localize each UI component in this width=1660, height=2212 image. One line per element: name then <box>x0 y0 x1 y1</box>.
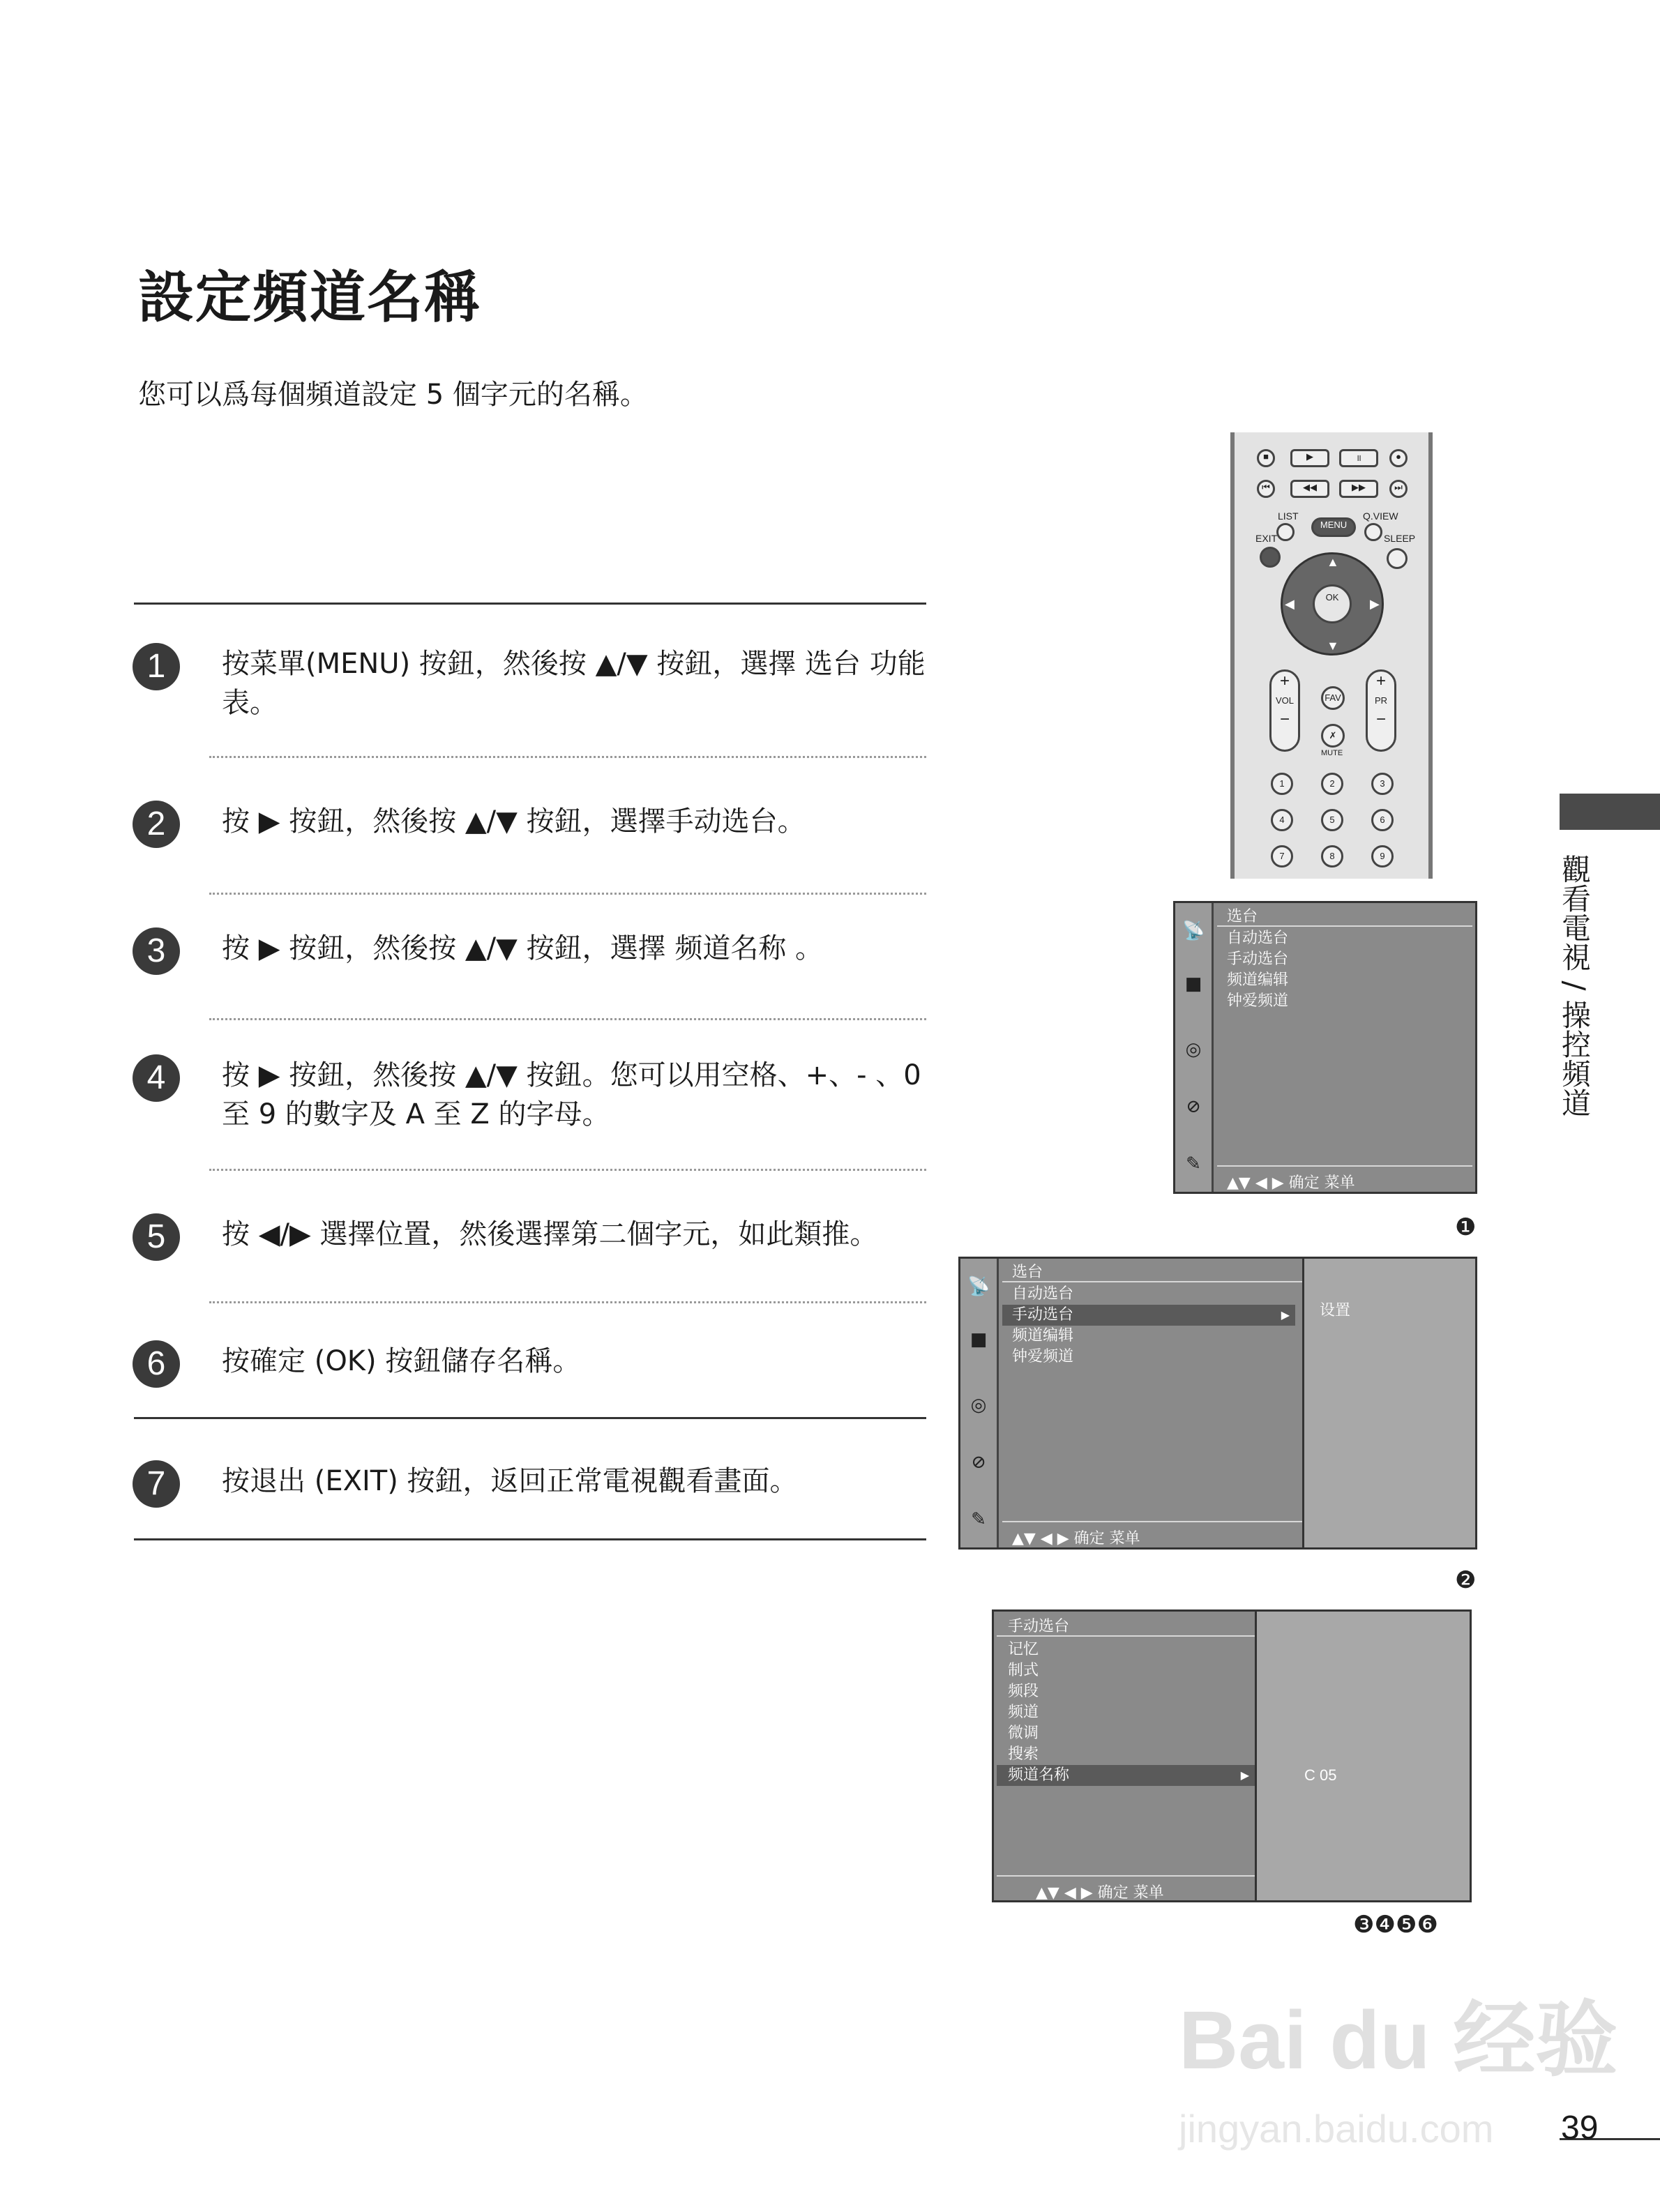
stop-button[interactable]: ■ <box>1257 449 1275 467</box>
figure-caption-2: ❷ <box>1455 1566 1477 1594</box>
clock-icon: ⊘ <box>971 1452 986 1473</box>
digit-8-button[interactable]: 8 <box>1321 845 1343 868</box>
divider-dotted <box>209 1018 926 1020</box>
list-label: LIST <box>1278 510 1299 522</box>
channel-name-value[interactable]: C 05 <box>1304 1766 1337 1784</box>
step-number: 2 <box>133 801 180 848</box>
step-number: 1 <box>133 643 180 690</box>
fav-button[interactable]: FAV <box>1321 686 1345 710</box>
down-arrow-icon[interactable]: ▼ <box>1327 639 1339 653</box>
menu-item-selected[interactable] <box>1002 1305 1295 1326</box>
ok-button[interactable] <box>1313 584 1352 623</box>
digit-6-button[interactable]: 6 <box>1371 809 1394 831</box>
step-text: 按 ▶ 按鈕，然後按 ▲/▼ 按鈕，選擇 频道名称 。 <box>222 932 824 964</box>
figure-caption-3: ❸❹❺❻ <box>1353 1911 1438 1939</box>
step-text: 按退出 (EXIT) 按鈕，返回正常電視觀看畫面。 <box>222 1465 798 1497</box>
osd-menu-1 <box>1173 901 1477 1194</box>
menu-item[interactable]: 自动选台 <box>1012 1285 1074 1303</box>
divider-solid <box>134 1417 926 1419</box>
menu-footer-line <box>1002 1521 1302 1522</box>
speaker-icon: ◎ <box>1185 1039 1202 1060</box>
menu-footer-line <box>997 1875 1255 1877</box>
exit-label: EXIT <box>1255 533 1278 544</box>
divider-dotted <box>209 1169 926 1171</box>
submenu-panel <box>1255 1612 1470 1900</box>
divider-dotted <box>209 756 926 758</box>
pr-minus-label: − <box>1375 710 1386 729</box>
digit-9-button[interactable]: 9 <box>1371 845 1394 868</box>
menu-header-line <box>1002 1281 1302 1282</box>
mute-button[interactable]: ✗ <box>1321 724 1345 748</box>
page-title: 設定頻道名稱 <box>138 265 481 330</box>
satellite-icon: 📡 <box>967 1276 990 1297</box>
menu-button[interactable]: MENU <box>1311 517 1356 537</box>
menu-item[interactable]: 制式 <box>1008 1662 1039 1679</box>
osd-menu-2 <box>958 1257 1477 1550</box>
side-tab-label: 觀看電視 / 操控頻道 <box>1557 854 1592 1117</box>
next-track-button[interactable]: ⏭ <box>1389 480 1408 498</box>
picture-icon: ■ <box>1184 974 1202 994</box>
submenu-arrow-icon: ▶ <box>1240 1768 1249 1782</box>
program-rocker[interactable] <box>1366 669 1396 752</box>
digit-4-button[interactable]: 4 <box>1271 809 1293 831</box>
sleep-label: SLEEP <box>1384 533 1416 544</box>
sleep-button[interactable] <box>1387 548 1408 569</box>
clock-icon: ⊘ <box>1186 1096 1201 1117</box>
satellite-icon: 📡 <box>1182 921 1205 941</box>
menu-item[interactable]: 记忆 <box>1008 1641 1039 1658</box>
side-tab-bar <box>1560 794 1660 830</box>
step-text: 按 ▶ 按鈕，然後按 ▲/▼ 按鈕，選擇手动选台。 <box>222 805 806 838</box>
step-text: 按菜單(MENU) 按鈕，然後按 ▲/▼ 按鈕，選擇 选台 功能表。 <box>222 648 926 719</box>
up-arrow-icon[interactable]: ▲ <box>1327 555 1339 569</box>
submenu-arrow-icon: ▶ <box>1281 1308 1290 1321</box>
wrench-icon: ✎ <box>1186 1153 1201 1174</box>
menu-icon-column <box>1175 903 1214 1192</box>
menu-item-label: 手动选台 <box>1012 1306 1074 1324</box>
pr-plus-label: + <box>1375 672 1386 690</box>
step-text: 按 ◀/▶ 選擇位置，然後選擇第二個字元，如此類推。 <box>222 1218 878 1250</box>
menu-header: 选台 <box>1227 908 1258 925</box>
exit-button[interactable] <box>1260 547 1281 568</box>
step-text: 按 ▶ 按鈕，然後按 ▲/▼ 按鈕。您可以用空格、+、- 、0 至 9 的數字及 A 至 Z 的字母。 <box>222 1059 921 1130</box>
figure-caption-1: ❶ <box>1455 1213 1477 1241</box>
prev-track-button[interactable]: ⏮ <box>1257 480 1275 498</box>
watermark-logo: Bai du 经验 <box>1179 1994 1618 2086</box>
vol-label: VOL <box>1275 695 1294 706</box>
step-number: 6 <box>133 1340 180 1388</box>
menu-footer: ▲▼ ◀ ▶ 确定 菜单 <box>1036 1884 1164 1902</box>
volume-rocker[interactable] <box>1269 669 1300 752</box>
digit-3-button[interactable]: 3 <box>1371 773 1394 795</box>
menu-item[interactable]: 频道编辑 <box>1227 971 1289 989</box>
pause-button[interactable]: ॥ <box>1339 449 1378 467</box>
ok-label: OK <box>1325 592 1339 603</box>
pr-label: PR <box>1374 695 1388 706</box>
vol-plus-label: + <box>1279 672 1290 690</box>
menu-footer: ▲▼ ◀ ▶ 确定 菜单 <box>1227 1174 1355 1192</box>
menu-footer: ▲▼ ◀ ▶ 确定 菜单 <box>1012 1530 1140 1547</box>
divider-top <box>134 603 926 605</box>
watermark-url: jingyan.baidu.com <box>1179 2107 1494 2151</box>
menu-header: 手动选台 <box>1008 1618 1070 1635</box>
forward-button[interactable]: ▶▶ <box>1339 480 1378 498</box>
menu-icon-column <box>960 1259 999 1547</box>
menu-item[interactable]: 搜索 <box>1008 1745 1039 1763</box>
vol-minus-label: − <box>1279 710 1290 729</box>
page-subtitle: 您可以爲每個頻道設定 5 個字元的名稱。 <box>138 379 648 411</box>
step-number: 3 <box>133 927 180 975</box>
speaker-icon: ◎ <box>970 1395 987 1416</box>
menu-item-selected[interactable] <box>997 1765 1255 1786</box>
divider-dotted <box>209 893 926 895</box>
menu-item[interactable]: 手动选台 <box>1227 950 1289 968</box>
step-number: 4 <box>133 1054 180 1102</box>
digit-5-button[interactable]: 5 <box>1321 809 1343 831</box>
menu-item[interactable]: 频道编辑 <box>1012 1327 1074 1344</box>
menu-item[interactable]: 钟爱频道 <box>1227 992 1289 1010</box>
digit-7-button[interactable]: 7 <box>1271 845 1293 868</box>
digit-2-button[interactable]: 2 <box>1321 773 1343 795</box>
menu-header-line <box>1217 925 1472 927</box>
menu-item[interactable]: 自动选台 <box>1227 930 1289 947</box>
osd-menu-3 <box>992 1609 1472 1902</box>
menu-header-line <box>997 1635 1255 1637</box>
qview-button[interactable] <box>1364 523 1382 541</box>
play-button[interactable]: ▶ <box>1290 449 1329 467</box>
qview-label: Q.VIEW <box>1363 510 1398 522</box>
menu-item[interactable]: 频段 <box>1008 1683 1039 1700</box>
menu-item[interactable]: 频道 <box>1008 1704 1039 1721</box>
list-button[interactable] <box>1276 523 1295 541</box>
step-text: 按確定 (OK) 按鈕儲存名稱。 <box>222 1345 581 1377</box>
menu-item[interactable]: 钟爱频道 <box>1012 1348 1074 1365</box>
divider-bottom <box>134 1538 926 1540</box>
record-button[interactable]: ● <box>1389 449 1408 467</box>
right-arrow-icon[interactable]: ▶ <box>1370 597 1380 611</box>
rewind-button[interactable]: ◀◀ <box>1290 480 1329 498</box>
menu-footer-line <box>1217 1165 1472 1167</box>
picture-icon: ■ <box>969 1329 988 1350</box>
wrench-icon: ✎ <box>971 1509 986 1530</box>
page-number: 39 <box>1561 2109 1599 2146</box>
mute-label: MUTE <box>1321 749 1343 757</box>
submenu-panel <box>1302 1259 1475 1547</box>
digit-1-button[interactable]: 1 <box>1271 773 1293 795</box>
divider-dotted <box>209 1301 926 1303</box>
menu-item-label: 频道名称 <box>1008 1766 1070 1784</box>
menu-item[interactable]: 微调 <box>1008 1725 1039 1742</box>
submenu-value[interactable]: 设置 <box>1320 1302 1351 1319</box>
left-arrow-icon[interactable]: ◀ <box>1285 597 1295 611</box>
step-number: 5 <box>133 1213 180 1261</box>
step-number: 7 <box>133 1460 180 1508</box>
menu-header: 选台 <box>1012 1264 1043 1281</box>
remote-control <box>1230 432 1433 879</box>
